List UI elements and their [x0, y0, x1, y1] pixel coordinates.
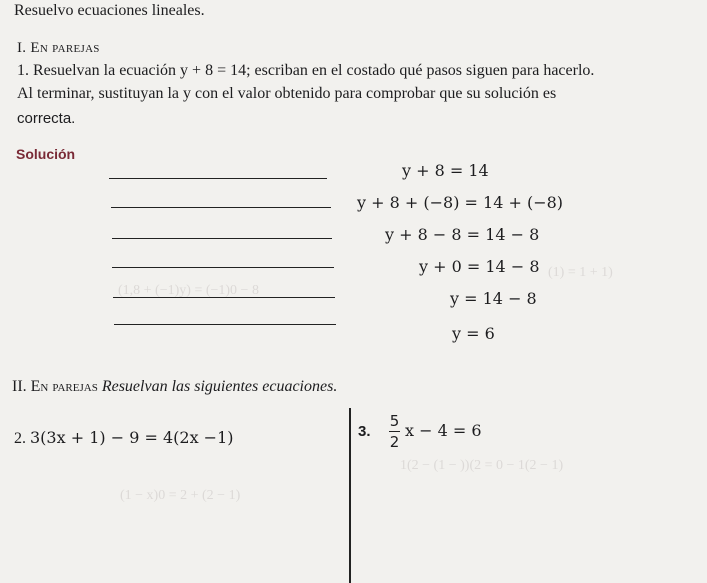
section-two-numeral: II. [12, 378, 27, 395]
step-line-1 [109, 178, 327, 179]
section-two-heading [12, 378, 337, 396]
section-one-heading [17, 40, 100, 57]
step-line-3 [112, 238, 332, 239]
problem-1-line-2: Al terminar, sustituyan la y con el valor obtenido para comprobar que su solución es [17, 85, 557, 102]
exercise-2-number: 2. [14, 430, 26, 447]
step-line-2 [111, 207, 331, 208]
section-one-label: En parejas [30, 40, 100, 56]
fraction-denominator: 2 [389, 433, 400, 451]
exercise-3-number: 3. [358, 423, 371, 440]
exercise-2-equation: 3(3x + 1) − 9 = 4(2x −1) [30, 428, 234, 447]
solution-step-1: y + 8 = 14 [402, 161, 489, 180]
exercise-3-equation-rest: x − 4 = 6 [405, 421, 482, 440]
fraction-numerator: 5 [389, 412, 400, 430]
bleed-through-text: (1) = 1 + 1) [548, 265, 613, 280]
solution-step-6: y = 6 [452, 324, 495, 343]
page-title: Resuelvo ecuaciones lineales. [14, 2, 205, 19]
problem-1-line-3: correcta. [17, 110, 76, 127]
column-divider [349, 408, 351, 583]
bleed-through-text: (1,8 + (−1)y) = (−1)0 − 8 [118, 283, 259, 298]
solution-step-3: y + 8 − 8 = 14 − 8 [385, 225, 540, 244]
solution-step-4: y + 0 = 14 − 8 [419, 257, 540, 276]
section-one-numeral: I. [17, 40, 27, 56]
solution-label: Solución [16, 146, 76, 162]
exercise-3-fraction [389, 412, 400, 451]
solution-step-5: y = 14 − 8 [450, 289, 537, 308]
problem-1-line-1: 1. Resuelvan la ecuación y + 8 = 14; escriban en el costado qué pasos siguen para hacerlo. [17, 62, 595, 79]
step-line-4 [112, 267, 334, 268]
step-line-6 [114, 324, 336, 325]
fraction-bar [389, 431, 400, 432]
section-two-instruction: Resuelvan las siguientes ecuaciones. [101, 378, 338, 395]
solution-step-2: y + 8 + (−8) = 14 + (−8) [357, 193, 564, 212]
bleed-through-text: 1(2 − (1 − ))(2 = 0 − 1(2 − 1) [400, 458, 564, 473]
exercise-2 [14, 428, 234, 448]
section-two-label: En parejas [30, 378, 98, 395]
bleed-through-text: (1 − x)0 = 2 + (2 − 1) [120, 488, 241, 503]
